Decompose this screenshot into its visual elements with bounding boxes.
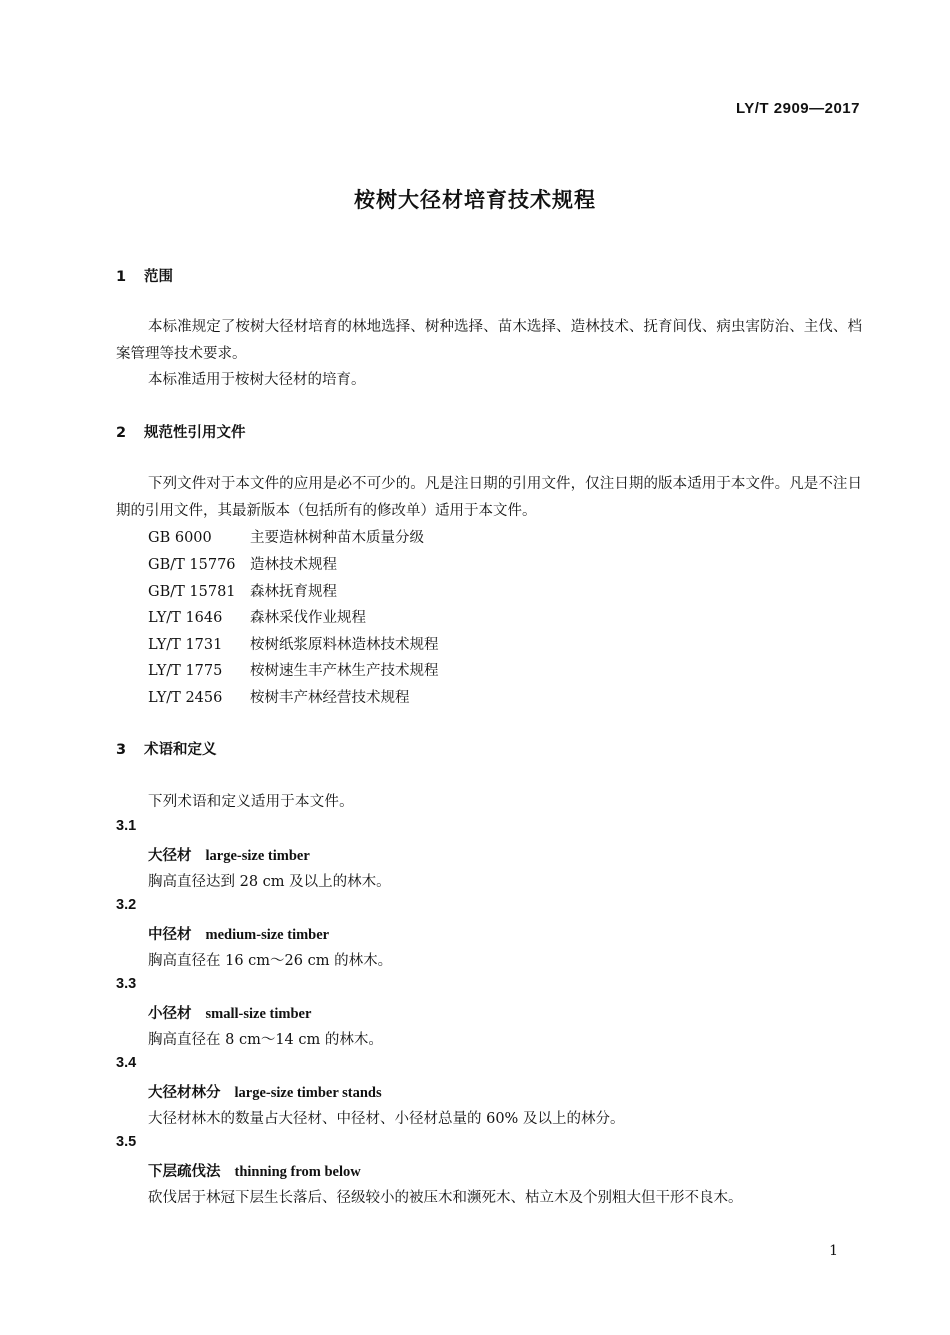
section-number: 1 (116, 269, 127, 285)
term-en: small-size timber (205, 1006, 312, 1022)
section-heading-normative-references (116, 421, 246, 442)
reference-name: 桉树丰产林经营技术规程 (250, 690, 410, 706)
term-zh: 中径材 (148, 926, 192, 943)
clause-number: 3.5 (116, 1134, 137, 1150)
term-definition: 胸高直径达到 28 cm 及以上的林木。 (148, 874, 391, 890)
term-definition: 胸高直径在 16 cm～26 cm 的林木。 (148, 953, 393, 969)
reference-item (148, 686, 410, 707)
reference-name: 森林抚育规程 (250, 584, 337, 600)
page-number: 1 (829, 1243, 838, 1259)
term-heading (148, 844, 310, 865)
scope-paragraph-1: 本标准规定了桉树大径材培育的林地选择、树种选择、苗木选择、造林技术、抚育间伐、病虫害防治、主伐、档案管理等技术要求。 (116, 319, 862, 362)
section-heading-terms-definitions (116, 738, 217, 759)
reference-name: 森林采伐作业规程 (250, 610, 366, 626)
document-title: 桉树大径材培育技术规程 (354, 188, 596, 212)
term-zh: 下层疏伐法 (148, 1163, 221, 1180)
reference-name: 桉树速生丰产林生产技术规程 (250, 663, 439, 679)
reference-code: GB/T 15781 (148, 584, 236, 600)
term-definition: 砍伐居于林冠下层生长落后、径级较小的被压木和濒死木、枯立木及个别粗大但干形不良木。 (148, 1190, 743, 1206)
reference-code: LY/T 1731 (148, 637, 223, 653)
section-title: 规范性引用文件 (144, 425, 246, 441)
reference-name: 主要造林树种苗木质量分级 (250, 530, 424, 546)
reference-item (148, 553, 337, 574)
section-heading-scope (116, 265, 173, 286)
term-zh: 大径材林分 (148, 1084, 221, 1101)
term-heading (148, 1081, 382, 1102)
standard-code: LY/T 2909—2017 (735, 100, 860, 117)
reference-name: 桉树纸浆原料林造林技术规程 (250, 637, 439, 653)
section-number: 2 (116, 425, 127, 441)
term-en: medium-size timber (205, 927, 330, 943)
scope-paragraph-2: 本标准适用于桉树大径材的培育。 (148, 372, 366, 388)
reference-code: GB 6000 (148, 530, 212, 546)
clause-number: 3.3 (116, 976, 137, 992)
term-heading (148, 923, 329, 944)
term-zh: 大径材 (148, 847, 192, 864)
term-zh: 小径材 (148, 1005, 192, 1022)
reference-code: GB/T 15776 (148, 557, 236, 573)
section-title: 术语和定义 (144, 742, 217, 758)
term-definition: 胸高直径在 8 cm～14 cm 的林木。 (148, 1032, 383, 1048)
term-definition: 大径材林木的数量占大径材、中径材、小径材总量的 60% 及以上的林分。 (148, 1111, 625, 1127)
references-intro: 下列文件对于本文件的应用是必不可少的。凡是注日期的引用文件，仅注日期的版本适用于本文件。凡是不注日期的引用文件，其最新版本（包括所有的修改单）适用于本文件。 (116, 476, 862, 519)
reference-item (148, 633, 439, 654)
clause-number: 3.2 (116, 897, 137, 913)
term-en: large-size timber stands (234, 1085, 382, 1101)
term-en: thinning from below (234, 1164, 361, 1180)
reference-item (148, 659, 439, 680)
reference-code: LY/T 1646 (148, 610, 223, 626)
reference-code: LY/T 2456 (148, 690, 223, 706)
reference-item (148, 580, 337, 601)
term-heading (148, 1160, 361, 1181)
clause-number: 3.1 (116, 818, 137, 834)
terms-intro: 下列术语和定义适用于本文件。 (148, 794, 354, 810)
section-number: 3 (116, 742, 127, 758)
section-title: 范围 (144, 269, 173, 285)
term-en: large-size timber (205, 848, 310, 864)
reference-item (148, 606, 366, 627)
term-heading (148, 1002, 311, 1023)
reference-name: 造林技术规程 (250, 557, 337, 573)
reference-item (148, 526, 424, 547)
reference-code: LY/T 1775 (148, 663, 223, 679)
clause-number: 3.4 (116, 1055, 137, 1071)
